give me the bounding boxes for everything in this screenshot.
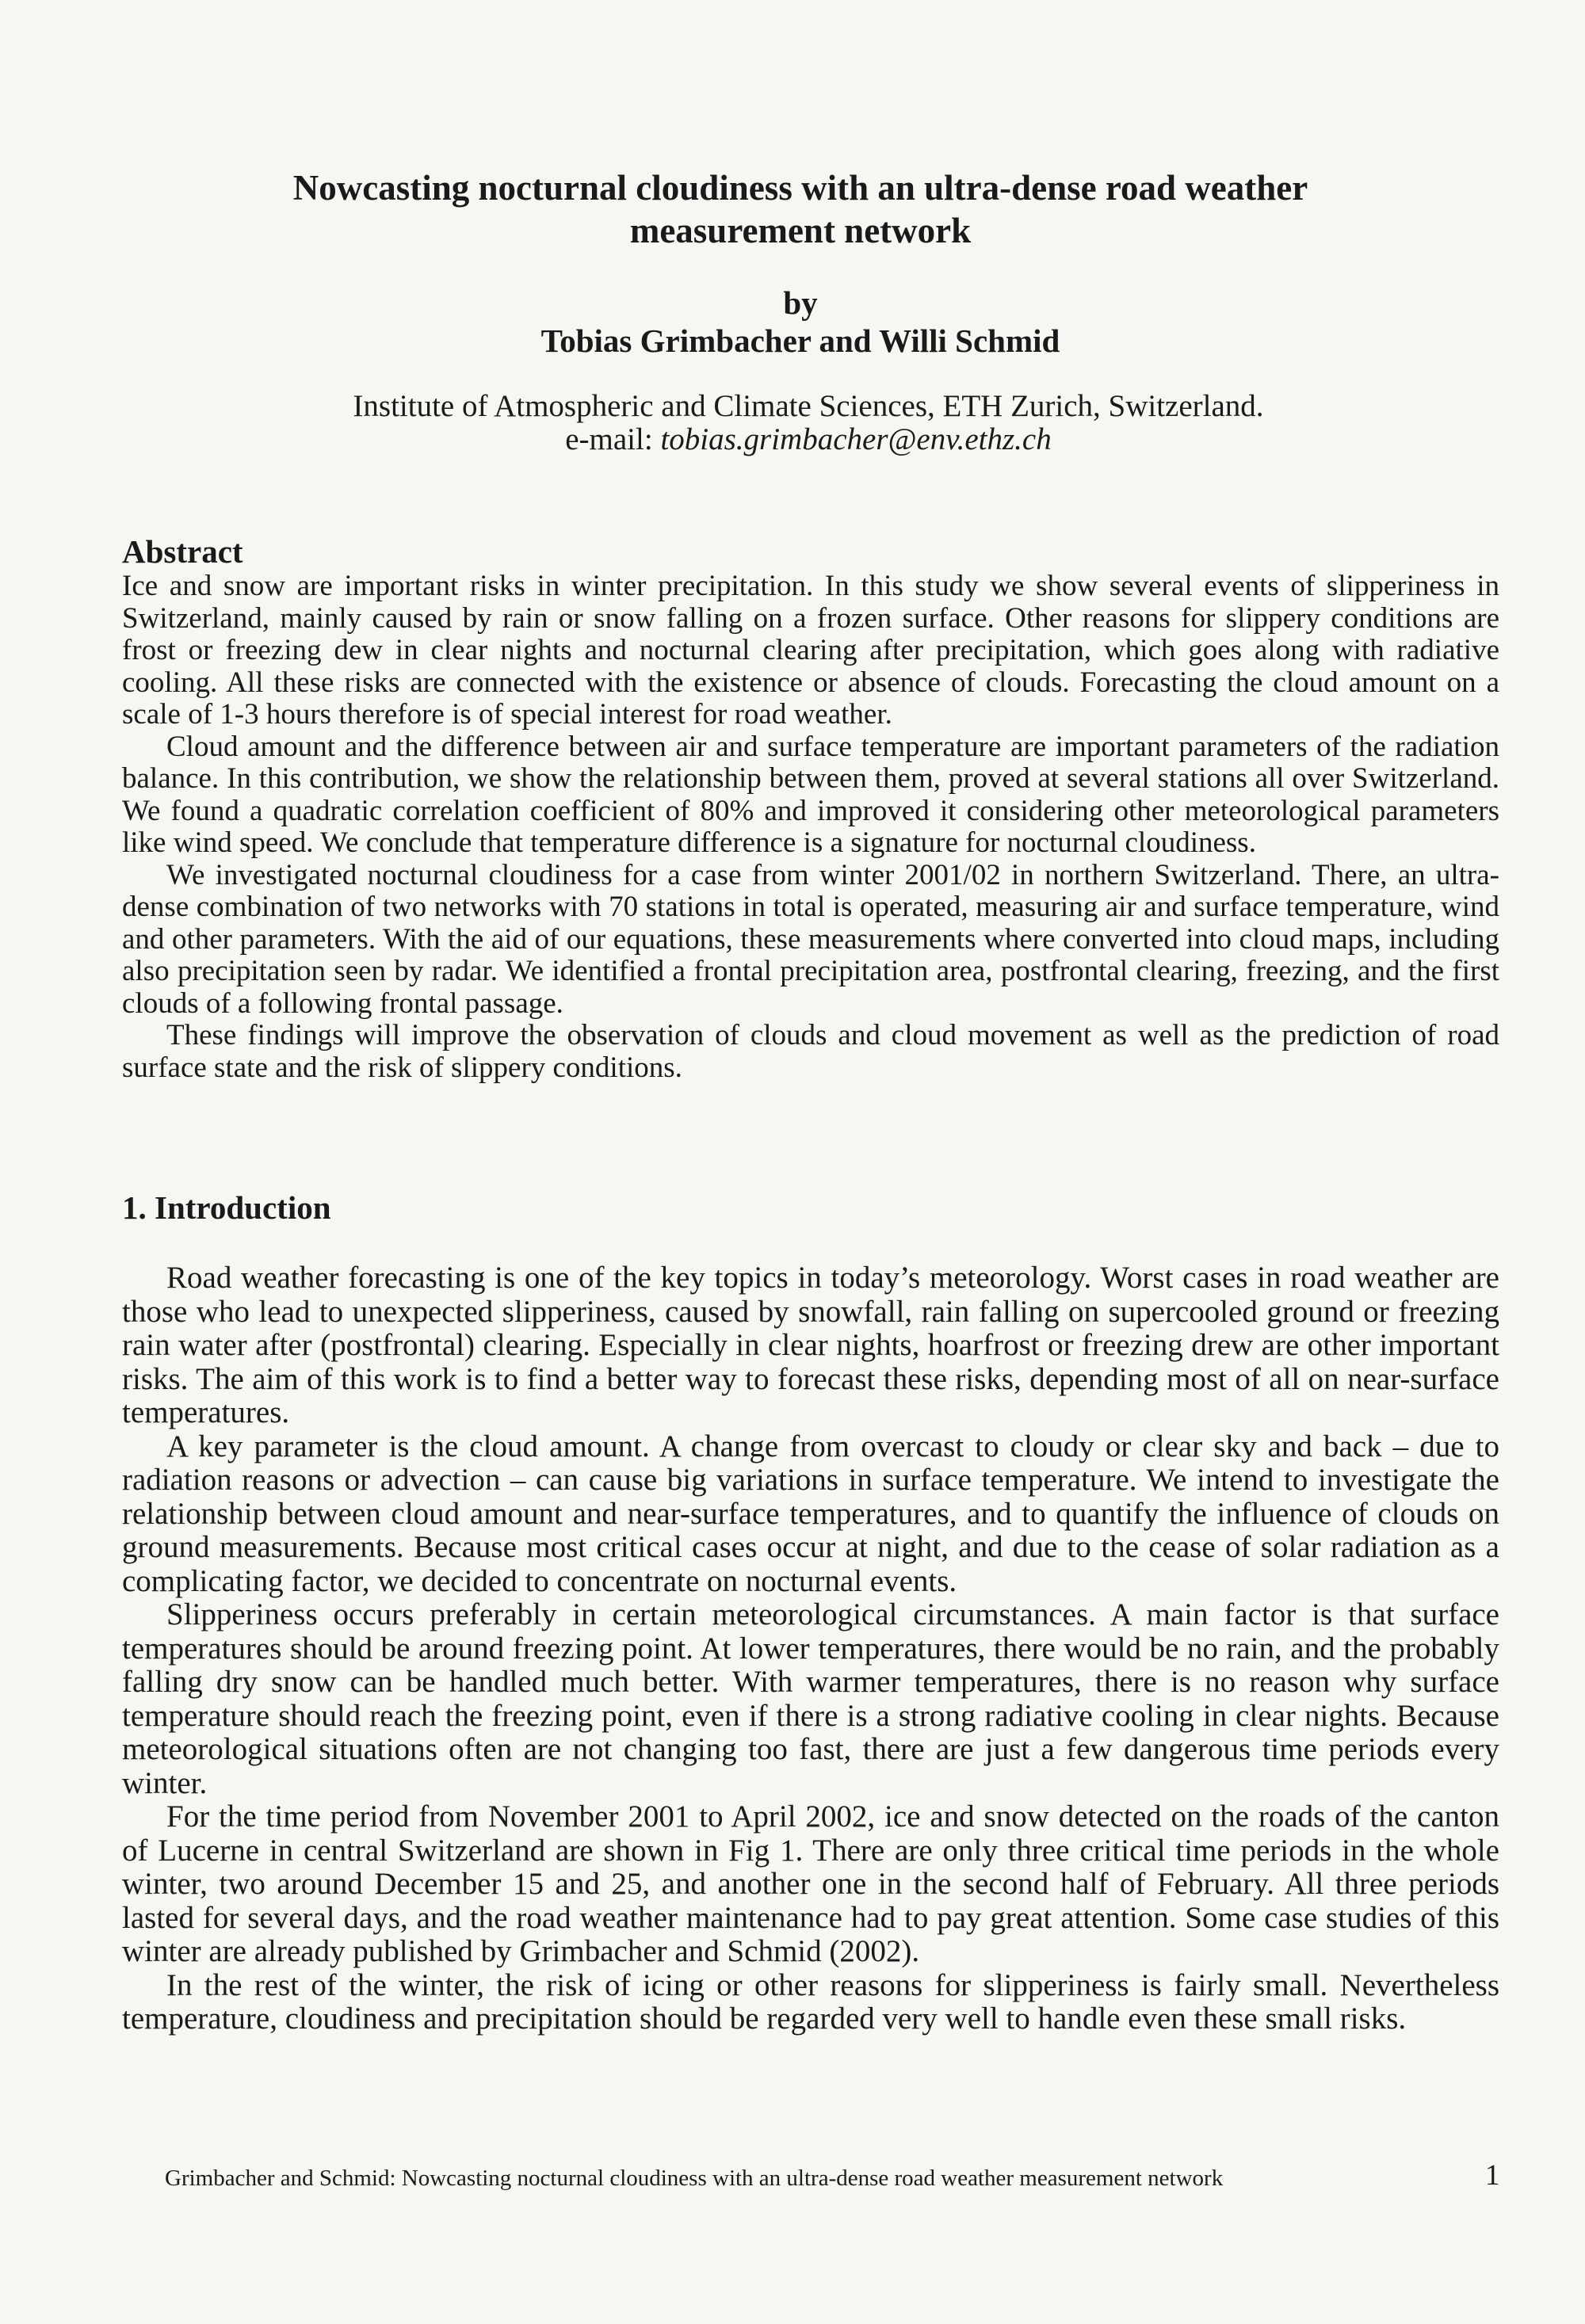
running-footer: Grimbacher and Schmid: Nowcasting nocturnal cloudiness with an ultra-dense road weather measurement network bbox=[165, 2166, 1224, 2191]
abstract-heading: Abstract bbox=[122, 533, 243, 570]
paper-title: Nowcasting nocturnal cloudiness with an ultra-dense road weather measurement network bbox=[292, 168, 1308, 250]
introduction-paragraph: Slipperiness occurs preferably in certain meteorological circumstances. A main factor is that surface temperatures should be around freezing point. At lower temperatures, there would be no rain, and the probably falling dry snow can be handled much better. With warmer temperatures, there is no reason why surface temperature should reach the freezing point, even if there is a strong radiative cooling in clear nights. Because meteorological situations often are not changing too fast, there are just a few dangerous time periods every winter. bbox=[122, 1597, 1499, 1800]
byline-by: by bbox=[783, 284, 818, 321]
abstract-paragraph: These findings will improve the observation of clouds and cloud movement as well as the prediction of road surface state and the risk of slippery conditions. bbox=[122, 1019, 1499, 1084]
introduction-heading: 1. Introduction bbox=[122, 1189, 331, 1226]
email-label: e-mail: bbox=[565, 422, 653, 456]
introduction-paragraph: For the time period from November 2001 to April 2002, ice and snow detected on the roads of the canton of Lucerne in central Switzerland are shown in Fig 1. There are only three critical time periods in the whole winter, two around December 15 and 25, and another one in the second half of February. All three periods lasted for several days, and the road weather maintenance had to pay great attention. Some case studies of this winter are already published by Grimbacher and Schmid (2002). bbox=[122, 1799, 1499, 1968]
affiliation: Institute of Atmospheric and Climate Sciences, ETH Zurich, Switzerland. bbox=[353, 389, 1264, 423]
email-line bbox=[0, 423, 1585, 456]
introduction-paragraph: In the rest of the winter, the risk of icing or other reasons for slipperiness is fairly small. Nevertheless temperature, cloudiness and precipitation should be regarded very well to handle even these small risks. bbox=[122, 1967, 1499, 2036]
abstract-body bbox=[122, 571, 1499, 1084]
page-number: 1 bbox=[1485, 2159, 1500, 2192]
abstract-paragraph: Ice and snow are important risks in winter precipitation. In this study we show several events of slipperiness in Switzerland, mainly caused by rain or snow falling on a frozen surface. Other reasons for slippery conditions are frost or freezing dew in clear nights and nocturnal clearing after precipitation, which goes along with radiative cooling. All these risks are connected with the existence or absence of clouds. Forecasting the cloud amount on a scale of 1-3 hours therefore is of special interest for road weather. bbox=[122, 570, 1499, 731]
introduction-paragraph: A key parameter is the cloud amount. A change from overcast to cloudy or clear sky and back – due to radiation reasons or advection – can cause big variations in surface temperature. We intend to investigate the relationship between cloud amount and near-surface temperatures, and to quantify the influence of clouds on ground measurements. Because most critical cases occur at night, and due to the cease of solar radiation as a complicating factor, we decided to concentrate on nocturnal events. bbox=[122, 1429, 1499, 1598]
abstract-paragraph: We investigated nocturnal cloudiness for a case from winter 2001/02 in northern Switzerland. There, an ultra-dense combination of two networks with 70 stations in total is operated, measuring air and surface temperature, wind and other parameters. With the aid of our equations, these measurements where converted into cloud maps, including also precipitation seen by radar. We identified a frontal precipitation area, postfrontal clearing, freezing, and the first clouds of a following frontal passage. bbox=[122, 858, 1499, 1020]
email-address: tobias.grimbacher@env.ethz.ch bbox=[660, 422, 1052, 456]
introduction-body bbox=[122, 1261, 1499, 2036]
introduction-paragraph: Road weather forecasting is one of the key topics in today’s meteorology. Worst cases in road weather are those who lead to unexpected slipperiness, caused by snowfall, rain falling on supercooled ground or freezing rain water after (postfrontal) clearing. Especially in clear nights, hoarfrost or freezing drew are other important risks. The aim of this work is to find a better way to forecast these risks, depending most of all on near-surface temperatures. bbox=[122, 1261, 1499, 1429]
author-names: Tobias Grimbacher and Willi Schmid bbox=[540, 322, 1060, 359]
abstract-paragraph: Cloud amount and the difference between air and surface temperature are important parameters of the radiation balance. In this contribution, we show the relationship between them, proved at several stations all over Switzerland. We found a quadratic correlation coefficient of 80% and improved it considering other meteorological parameters like wind speed. We conclude that temperature difference is a signature for nocturnal cloudiness. bbox=[122, 730, 1499, 859]
